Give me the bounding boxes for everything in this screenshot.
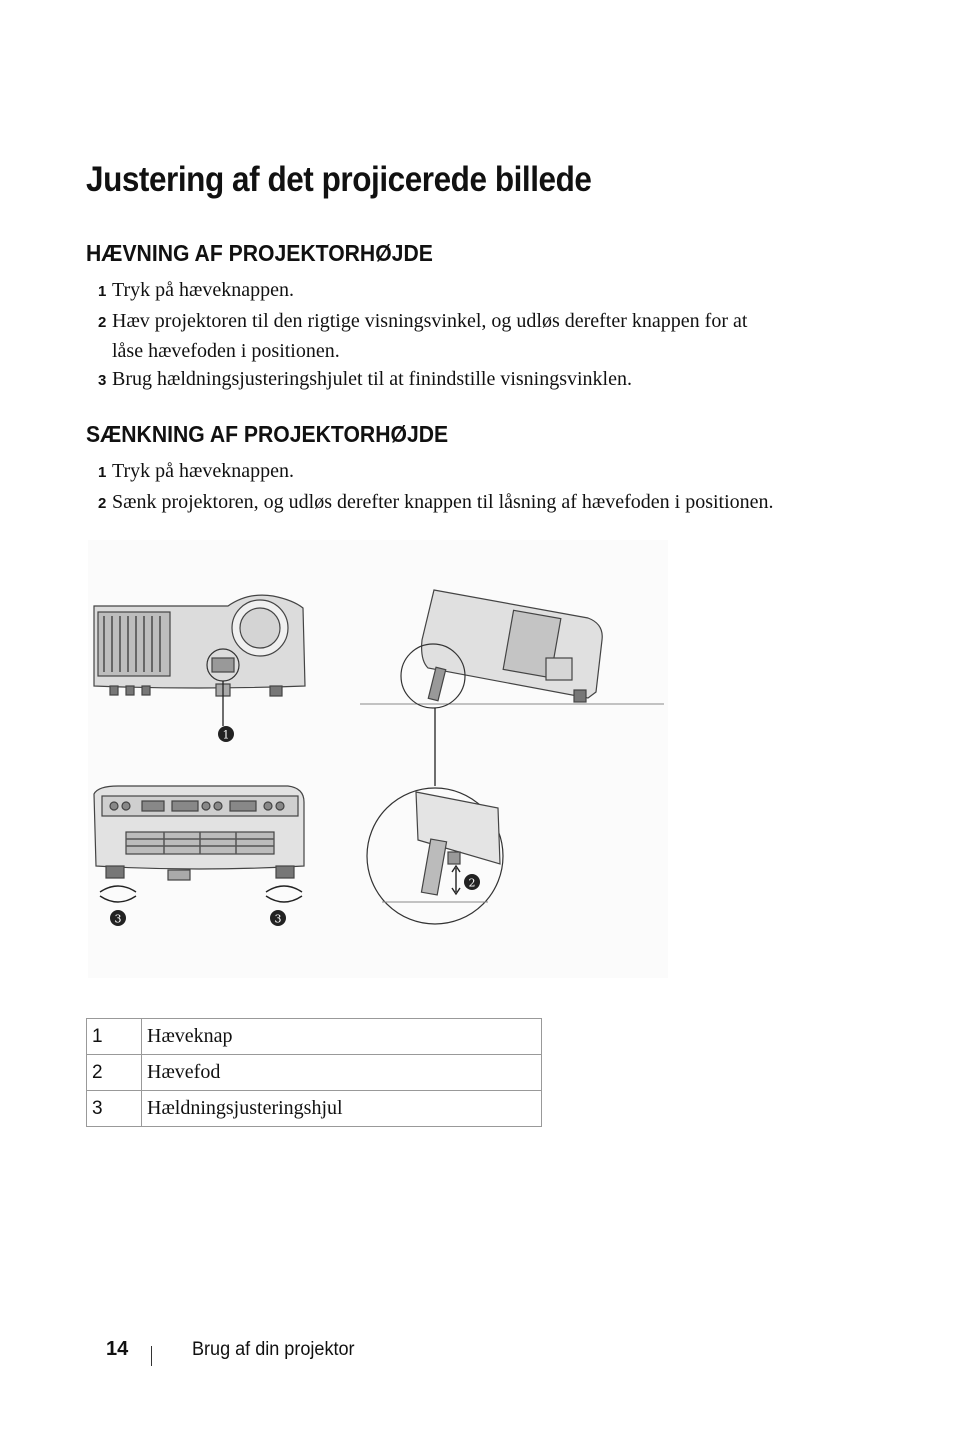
footer-divider (151, 1346, 152, 1366)
callout-2: 2 (468, 876, 476, 890)
callout-1: 1 (222, 728, 230, 742)
step-number: 1 (98, 283, 107, 300)
step-text: Tryk på hæveknappen. (112, 279, 295, 301)
step-text-continued: låse hævefoden i positionen. (112, 340, 340, 362)
legend-label: Hæveknap (142, 1019, 542, 1055)
legend-number: 3 (87, 1091, 142, 1127)
raise-step-2 (98, 307, 818, 365)
callout-3-left: 3 (114, 912, 122, 926)
table-row (87, 1091, 542, 1127)
heading-raise: HÆVNING AF PROJEKTORHØJDE (86, 240, 433, 266)
step-number: 2 (98, 495, 107, 512)
callout-3-right: 3 (274, 912, 282, 926)
step-text: Tryk på hæveknappen. (112, 460, 295, 482)
legend-label: Hældningsjusteringshjul (142, 1091, 542, 1127)
table-row (87, 1055, 542, 1091)
page-number: 14 (106, 1338, 129, 1360)
legend-number: 2 (87, 1055, 142, 1091)
step-number: 1 (98, 464, 107, 481)
step-text: Hæv projektoren til den rigtige visningsvinkel, og udløs derefter knappen for at (112, 310, 748, 332)
page-title: Justering af det projicerede billede (86, 160, 592, 199)
projector-illustration (88, 540, 668, 978)
heading-lower: SÆNKNING AF PROJEKTORHØJDE (86, 421, 449, 447)
projector-rear-view (94, 786, 304, 880)
lower-step-1 (98, 457, 818, 487)
lower-step-2 (98, 488, 858, 518)
step-text: Sænk projektoren, og udløs derefter knappen til låsning af hævefoden i positionen. (112, 491, 774, 513)
projector-front-view (94, 595, 305, 696)
raise-step-3 (98, 365, 818, 395)
footer-section-title: Brug af din projektor (192, 1339, 355, 1360)
legend-number: 1 (87, 1019, 142, 1055)
table-row (87, 1019, 542, 1055)
step-number: 2 (98, 314, 107, 331)
legend-label: Hævefod (142, 1055, 542, 1091)
callout-legend-table (86, 1018, 542, 1127)
raise-step-1 (98, 276, 818, 306)
step-number: 3 (98, 372, 107, 389)
step-text: Brug hældningsjusteringshjulet til at finindstille visningsvinklen. (112, 368, 632, 390)
